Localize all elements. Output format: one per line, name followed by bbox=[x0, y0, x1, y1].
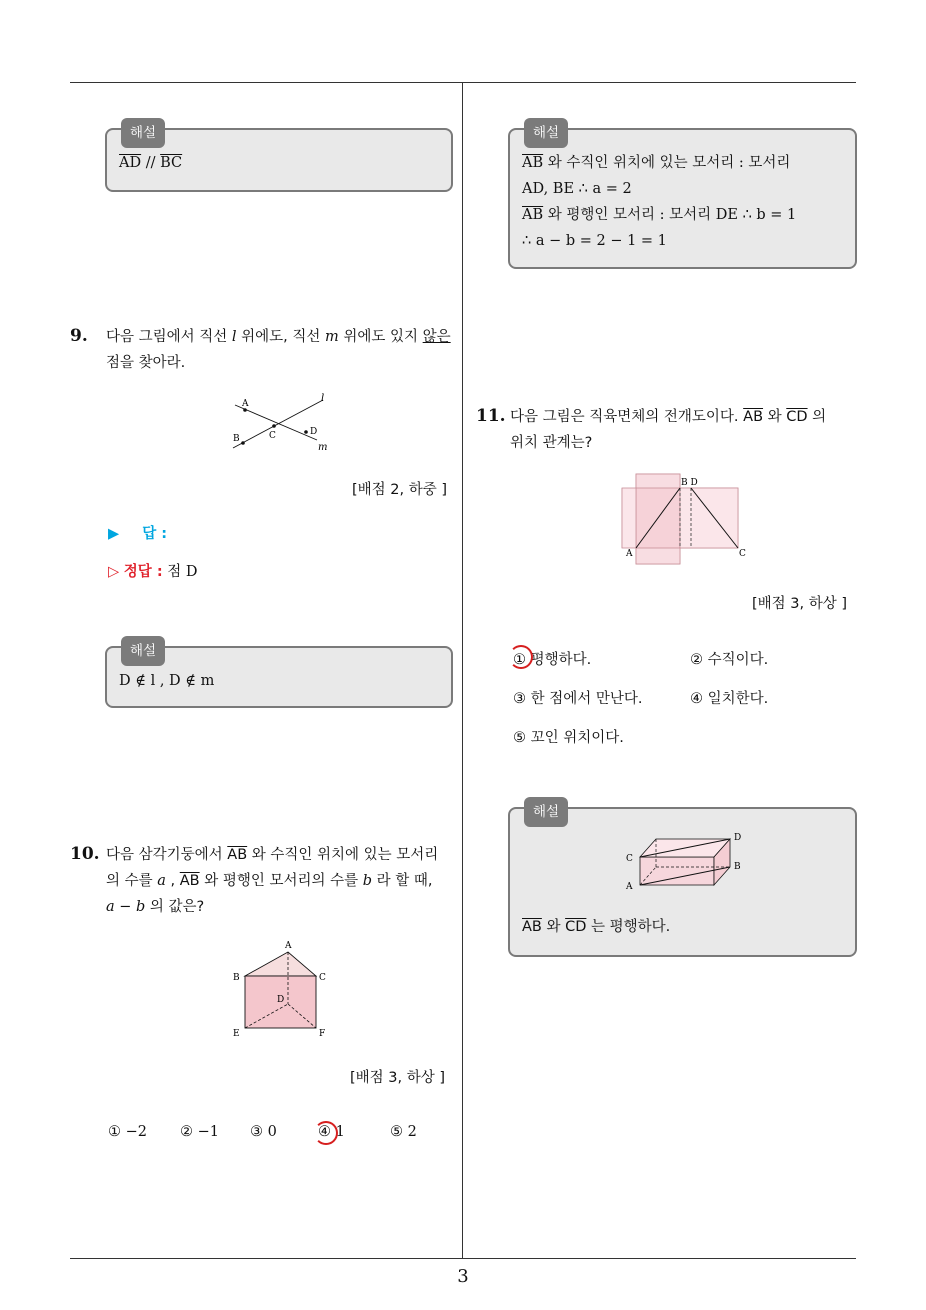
segment-bc: $\overline{BC}$ bbox=[160, 155, 183, 171]
choice-4[interactable]: ④ 1 bbox=[318, 1124, 345, 1140]
explanation-box-8 bbox=[105, 125, 453, 192]
label-c: C bbox=[739, 549, 746, 559]
question-11-number: 11. bbox=[476, 406, 506, 426]
label-bd: B D bbox=[681, 478, 698, 488]
net-right-face bbox=[680, 488, 738, 548]
label-d: D bbox=[734, 833, 742, 843]
q11-net-figure bbox=[618, 470, 758, 566]
label-d: D bbox=[277, 995, 285, 1005]
cuboid-front bbox=[640, 857, 714, 885]
explanation-box-10 bbox=[508, 125, 857, 269]
choice-4[interactable]: ④ 일치한다. bbox=[690, 691, 769, 707]
choice-3[interactable]: ③ 0 bbox=[250, 1124, 277, 1140]
label-l: l bbox=[321, 393, 325, 404]
explanation-tag: 해설 bbox=[524, 118, 568, 148]
question-11-score: [배점 3, 하상 ] bbox=[752, 596, 848, 612]
explanation-10-line2: AD, BE ∴ a = 2 bbox=[522, 181, 632, 197]
label-c: C bbox=[319, 973, 326, 983]
question-10-text bbox=[106, 842, 458, 920]
label-f: F bbox=[319, 1029, 326, 1039]
explanation-11-text: $\overline{AB}$ 와 $\overline{CD}$ 는 평행하다. bbox=[522, 919, 671, 935]
column-divider bbox=[462, 82, 463, 1258]
correct-answer-row bbox=[108, 560, 198, 581]
bottom-rule bbox=[70, 1258, 856, 1259]
question-9-score: [배점 2, 하중 ] bbox=[352, 482, 448, 498]
question-9-line2: 점을 찾아라. bbox=[106, 355, 186, 371]
label-a: A bbox=[242, 399, 249, 409]
question-11-text bbox=[510, 404, 862, 456]
label-b: B bbox=[233, 973, 240, 983]
net-left-face bbox=[622, 488, 636, 548]
choice-1[interactable]: ① −2 bbox=[108, 1124, 147, 1140]
point-b bbox=[241, 441, 245, 445]
choice-2[interactable]: ② −1 bbox=[180, 1124, 219, 1140]
explanation-box-9 bbox=[105, 643, 453, 708]
question-10-score: [배점 3, 하상 ] bbox=[350, 1070, 446, 1086]
segment-ad: $\overline{AD}$ bbox=[119, 155, 142, 171]
explanation-box-11 bbox=[508, 804, 857, 957]
underlined-word: 않은 bbox=[422, 329, 451, 345]
question-11-line2: 위치 관계는? bbox=[510, 435, 593, 451]
label-b: B bbox=[734, 862, 741, 872]
answer-arrow-icon: ▶ bbox=[108, 526, 120, 542]
label-m: m bbox=[318, 442, 328, 453]
explanation-10-line3: $\overline{AB}$ 와 평행인 모서리 : 모서리 DE ∴ b = 1 bbox=[522, 207, 797, 223]
answer-label: 답 : bbox=[142, 526, 168, 542]
question-10-line1: 다음 삼각기둥에서 $\overline{AB}$ 와 수직인 위치에 있는 모서리 bbox=[106, 847, 439, 863]
net-bottom-flap bbox=[636, 548, 680, 564]
label-b: B bbox=[233, 434, 240, 444]
label-d: D bbox=[310, 427, 318, 437]
q9-figure bbox=[225, 390, 345, 460]
question-10-line3: a − b 의 값은? bbox=[106, 899, 205, 915]
label-a: A bbox=[626, 549, 633, 559]
point-d bbox=[304, 430, 308, 434]
explanation-9-text: D ∉ l , D ∉ m bbox=[119, 673, 215, 689]
correct-arrow-icon: ▷ bbox=[108, 564, 120, 580]
choice-5[interactable]: ⑤ 2 bbox=[390, 1124, 417, 1140]
page-number: 3 bbox=[457, 1266, 469, 1287]
parallel-symbol: // bbox=[141, 155, 161, 171]
question-9-number: 9. bbox=[70, 326, 88, 346]
label-e: E bbox=[233, 1029, 240, 1039]
question-9-text bbox=[106, 324, 456, 376]
correct-answer-value: 점 D bbox=[167, 564, 198, 580]
selected-answer-mark bbox=[509, 645, 533, 669]
point-c bbox=[272, 424, 276, 428]
label-c: C bbox=[626, 854, 633, 864]
label-a: A bbox=[285, 941, 292, 951]
question-10-number: 10. bbox=[70, 844, 100, 864]
top-rule bbox=[70, 82, 856, 83]
correct-answer-label: 정답 : bbox=[123, 564, 163, 580]
explanation-10-line4: ∴ a − b = 2 − 1 = 1 bbox=[522, 233, 667, 249]
choice-1[interactable]: ① 평행하다. bbox=[513, 652, 592, 668]
answer-row bbox=[108, 522, 167, 543]
choice-5[interactable]: ⑤ 꼬인 위치이다. bbox=[513, 730, 624, 746]
question-9-line1: 다음 그림에서 직선 l 위에도, 직선 m 위에도 있지 않은 bbox=[106, 329, 451, 345]
label-c: C bbox=[269, 431, 276, 441]
question-10-line2: 의 수를 a , $\overline{AB}$ 와 평행인 모서리의 수를 b 라 할 때, bbox=[106, 873, 433, 889]
prism-top-face bbox=[245, 952, 316, 976]
selected-answer-mark bbox=[314, 1121, 338, 1145]
cuboid-figure bbox=[622, 831, 752, 891]
question-11-line1: 다음 그림은 직육면체의 전개도이다. $\overline{AB}$ 와 $\overline{CD}$ 의 bbox=[510, 409, 827, 425]
explanation-10-line1: $\overline{AB}$ 와 수직인 위치에 있는 모서리 : 모서리 bbox=[522, 155, 791, 171]
explanation-tag: 해설 bbox=[121, 636, 165, 666]
choice-2[interactable]: ② 수직이다. bbox=[690, 652, 769, 668]
explanation-tag: 해설 bbox=[121, 118, 165, 148]
label-a: A bbox=[626, 882, 633, 891]
net-top-flap bbox=[636, 474, 680, 488]
q10-prism-figure bbox=[228, 938, 328, 1042]
explanation-tag: 해설 bbox=[524, 797, 568, 827]
choice-3[interactable]: ③ 한 점에서 만난다. bbox=[513, 691, 643, 707]
